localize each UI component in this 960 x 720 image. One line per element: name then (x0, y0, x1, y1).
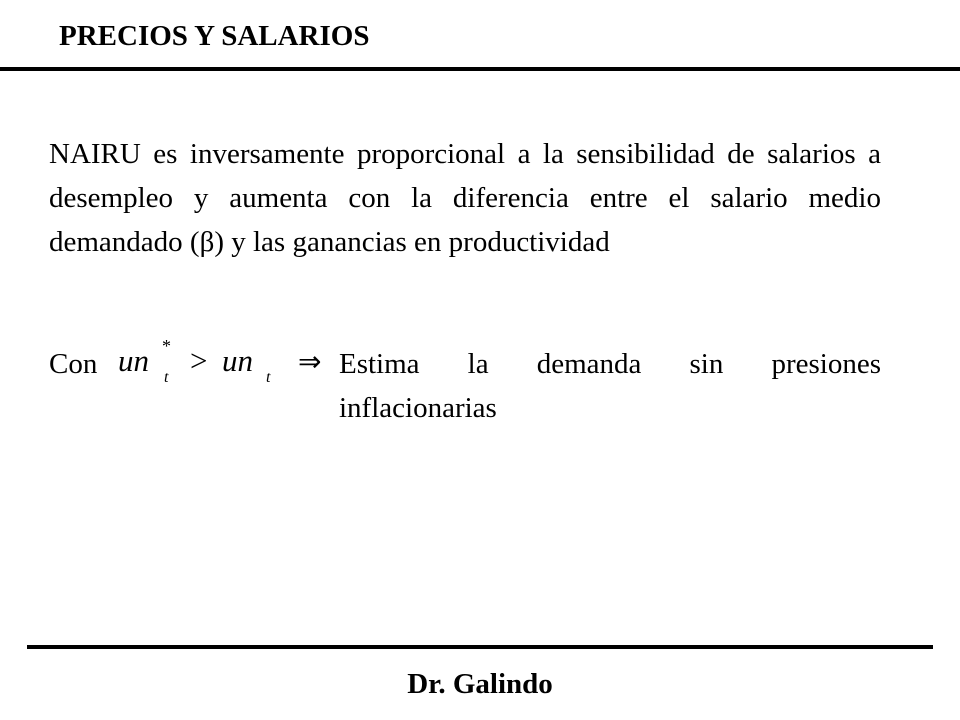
body-paragraph: NAIRU es inversamente proporcional a la sensibilidad de salarios a desempleo y aumenta con la diferencia entre el salario medio demandado (β) y las ganancias en productividad (49, 138, 881, 258)
formula-lhs-base: un (118, 343, 149, 378)
conclusion-text (339, 342, 881, 430)
formula-operator: > (190, 343, 208, 378)
conclusion-line-1: Estima la demanda sin presiones (339, 348, 881, 380)
formula-rhs-subscript: t (266, 369, 271, 386)
bottom-divider (27, 645, 933, 649)
formula-lhs-subscript: t (164, 369, 169, 386)
formula-graphic (118, 330, 334, 390)
footer-author: Dr. Galindo (407, 668, 553, 700)
implies-icon: ⇒ (298, 345, 322, 378)
formula (118, 330, 334, 390)
con-label: Con (49, 348, 98, 380)
conclusion-line-2: inflacionarias (339, 392, 497, 424)
slide-title: PRECIOS Y SALARIOS (59, 20, 370, 52)
formula-rhs-base: un (222, 343, 253, 378)
top-divider (0, 67, 960, 71)
formula-lhs-superscript: * (162, 336, 171, 356)
